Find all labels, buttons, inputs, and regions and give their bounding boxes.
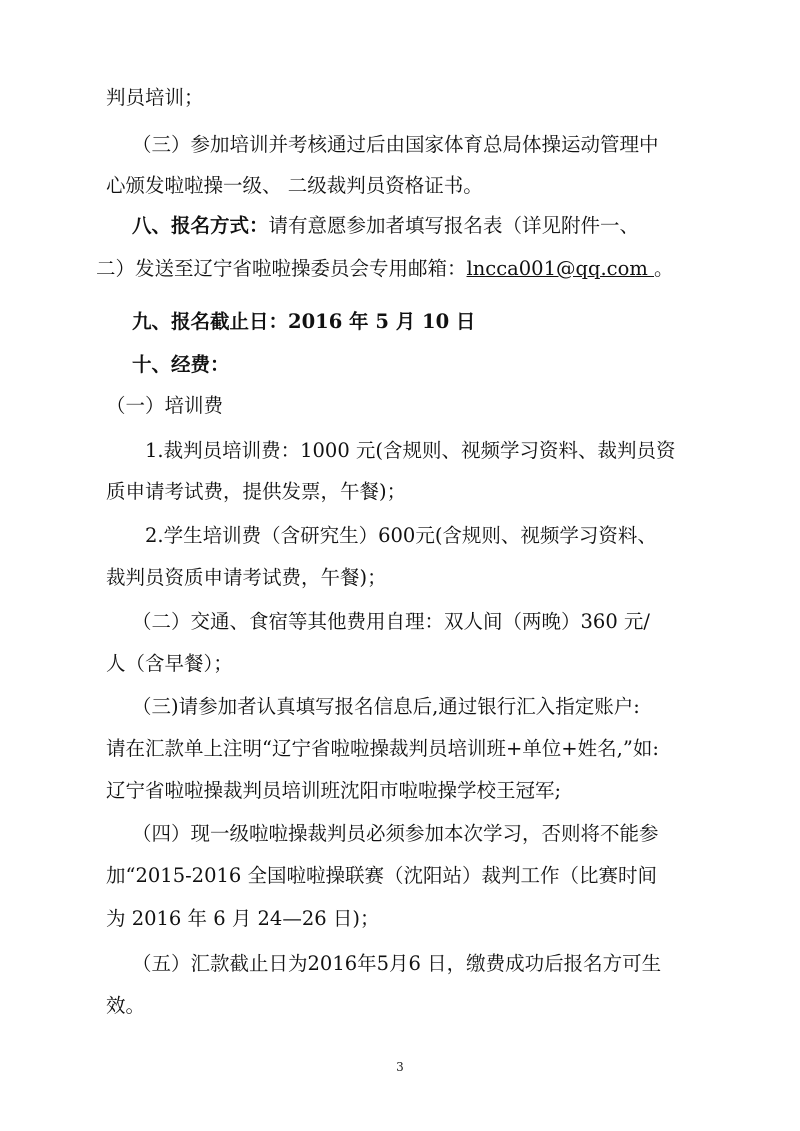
body-line: 裁判员资质申请考试费，午餐)； — [106, 566, 387, 589]
section-8-end: 。 — [654, 257, 674, 280]
body-line: （三)请参加者认真填写报名信息后,通过银行汇入指定账户: — [132, 695, 640, 718]
section-8-heading: 八、报名方式： — [132, 214, 269, 237]
body-line: 2.学生培训费（含研究生）600元(含规则、视频学习资料、 — [145, 524, 657, 547]
body-line: 心颁发啦啦操一级、 二级裁判员资格证书。 — [106, 174, 483, 197]
body-line: （一）培训费 — [106, 394, 224, 417]
body-line: 请在汇款单上注明“辽宁省啦啦操裁判员培训班+单位+姓名,”如: — [106, 737, 659, 760]
body-line: 1.裁判员培训费：1000 元(含规则、视频学习资料、裁判员资 — [145, 439, 676, 462]
section-8-text-2: 二）发送至辽宁省啦啦操委员会专用邮箱： — [96, 257, 467, 280]
body-line: （五）汇款截止日为2016年5月6 日，缴费成功后报名方可生 — [132, 952, 662, 975]
body-line: 人（含早餐）； — [106, 652, 233, 675]
body-line: （二）交通、食宿等其他费用自理：双人间（两晚）360 元/ — [132, 610, 650, 633]
section-8-text: 请有意愿参加者填写报名表（详见附件一、 — [268, 214, 640, 237]
section-9-heading: 九、报名截止日：2016 年 5 月 10 日 — [132, 310, 476, 333]
body-line: 效。 — [106, 994, 146, 1017]
page-number: 3 — [396, 1060, 404, 1074]
body-line: 加“2015-2016 全国啦啦操联赛（沈阳站）裁判工作（比赛时间 — [106, 864, 658, 887]
body-line: （四）现一级啦啦操裁判员必须参加本次学习，否则将不能参 — [132, 822, 659, 845]
section-8-line-2 — [96, 255, 674, 283]
body-line: 质申请考试费，提供发票，午餐)； — [106, 480, 407, 503]
body-line: 为 2016 年 6 月 24—26 日)； — [106, 907, 380, 930]
email-link[interactable]: lncca001@qq.com — [466, 257, 655, 280]
section-8-line — [132, 212, 639, 240]
body-line: 判员培训； — [106, 86, 204, 109]
section-10-heading: 十、经费： — [132, 353, 230, 376]
body-line: （三）参加培训并考核通过后由国家体育总局体操运动管理中 — [132, 133, 659, 156]
body-line: 辽宁省啦啦操裁判员培训班沈阳市啦啦操学校王冠军; — [106, 779, 562, 802]
